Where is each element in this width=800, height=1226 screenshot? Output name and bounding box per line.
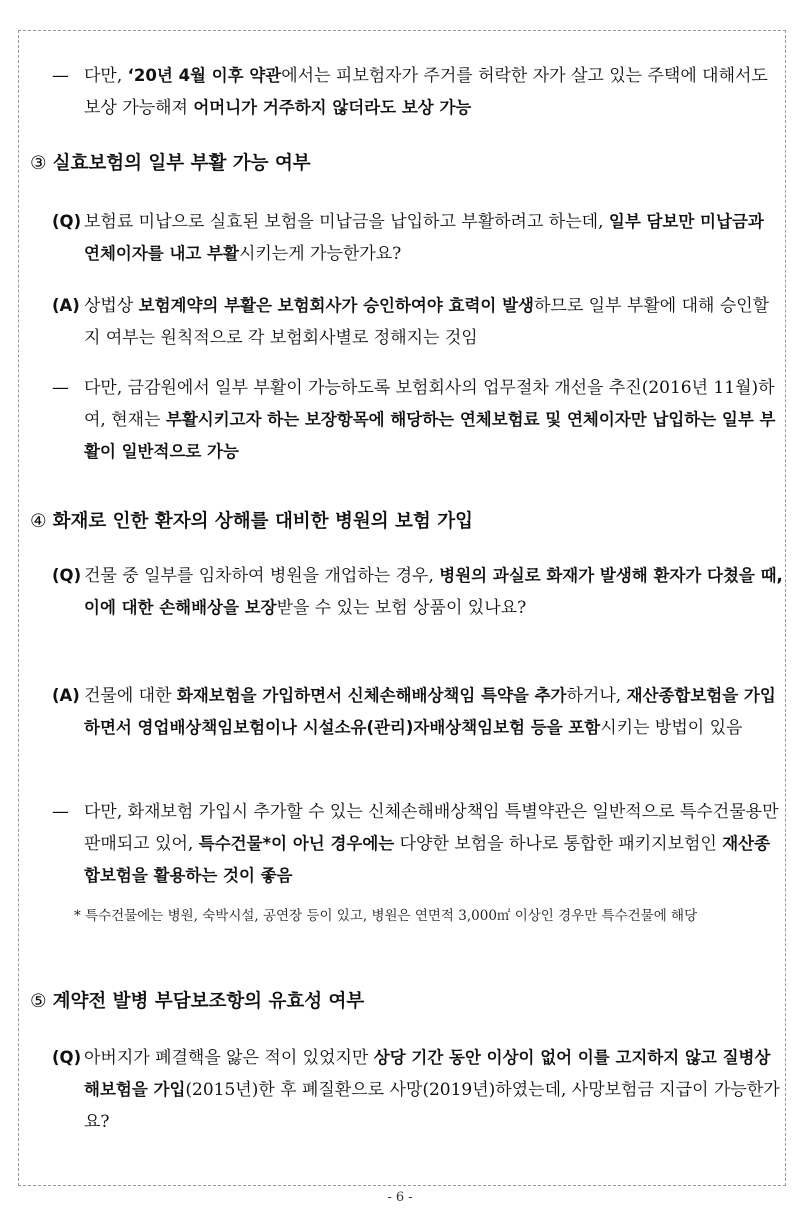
emphasis-text: ‘20년 4월 이후 약관 <box>127 66 282 85</box>
answer-label: (A) <box>52 296 80 315</box>
sec2-tail-text <box>84 60 784 124</box>
section-5-title: 계약전 발병 부담보조항의 유효성 여부 <box>52 991 365 1012</box>
sec4-question-text <box>84 560 784 624</box>
body-text: 다만, 금감원에서 일부 부활이 가능하도록 보험회사의 업무절차 개선을 추진(2016년 11월)하여, 현재는 <box>84 378 775 430</box>
emphasis-text: 특수건물*이 아닌 경우에는 <box>198 834 395 853</box>
sec3-answer <box>84 290 784 354</box>
sec4-note-text <box>84 796 784 892</box>
body-text: 다만, <box>84 66 128 86</box>
body-text: 받을 수 있는 보험 상품이 있나요? <box>276 598 527 618</box>
dash-bullet: — <box>52 802 69 822</box>
body-text: 하므로 일부 부활에 대해 승인할지 여부는 원칙적으로 각 보험회사별로 정해지는 것임 <box>84 296 770 348</box>
answer-label: (A) <box>52 686 80 705</box>
emphasis-text: 병원의 과실로 화재가 발생해 환자가 다쳤을 때, 이에 대한 손해배상을 보장 <box>84 566 783 617</box>
page-number: - 6 - <box>387 1190 413 1205</box>
question-label: (Q) <box>52 212 82 231</box>
section-3-number: ③ <box>30 153 47 174</box>
emphasis-text: 일부 담보만 미납금과 연체이자를 내고 부활 <box>84 212 764 263</box>
section-4-number: ④ <box>30 511 47 532</box>
emphasis-text: 어머니가 거주하지 않더라도 보상 가능 <box>193 98 472 117</box>
body-text: (2015년)한 후 폐질환으로 사망(2019년)하였는데, 사망보험금 지급이 가능한가요? <box>84 1080 780 1132</box>
section-3-title: 실효보험의 일부 부활 가능 여부 <box>52 153 311 174</box>
sec4-answer-text <box>84 680 784 744</box>
body-text: 다만, 화재보험 가입시 추가할 수 있는 신체손해배상책임 특별약관은 일반적으로 특수건물용만 판매되고 있어, <box>84 802 779 854</box>
body-text: 시키는 방법이 있음 <box>600 718 743 738</box>
emphasis-text: 보험계약의 부활은 보험회사가 승인하여야 효력이 발생 <box>138 296 534 315</box>
dash-bullet: — <box>52 378 69 398</box>
body-text: 다양한 보험을 하나로 통합한 패키지보험인 <box>394 834 723 854</box>
body-text: 시키는게 가능한가요? <box>238 244 402 264</box>
section-4-heading <box>30 508 473 536</box>
emphasis-text: 재산종합보험을 가입하면서 영업배상책임보험이나 시설소유(관리)자배상책임보험 등을 포함 <box>84 686 776 737</box>
sec3-note-text <box>84 372 784 468</box>
question-label: (Q) <box>52 566 82 585</box>
footnote: * 특수건물에는 병원, 숙박시설, 공연장 등이 있고, 병원은 연면적 3,000㎡ 이상인 경우만 특수건물에 해당 <box>74 908 698 924</box>
sec4-answer <box>84 680 784 744</box>
emphasis-text: 화재보험을 가입하면서 신체손해배상책임 특약을 추가 <box>176 686 567 705</box>
sec5-question-text <box>84 1042 784 1138</box>
sec2-tail-paragraph <box>84 60 784 124</box>
emphasis-text: 재산종합보험을 활용하는 것이 좋음 <box>84 834 771 885</box>
body-text: 건물 중 일부를 임차하여 병원을 개업하는 경우, <box>84 566 440 586</box>
body-text: 아버지가 폐결핵을 앓은 적이 있었지만 <box>84 1048 374 1068</box>
sec3-answer-text <box>84 290 784 354</box>
sec3-question <box>84 206 784 270</box>
emphasis-text: 부활시키고자 하는 보장항목에 해당하는 연체보험료 및 연체이자만 납입하는 일부 부활이 일반적으로 가능 <box>84 410 776 461</box>
sec4-note <box>84 796 784 892</box>
body-text: 건물에 대한 <box>84 686 177 706</box>
section-3-heading <box>30 150 311 178</box>
dash-bullet: — <box>52 66 69 86</box>
sec3-question-text <box>84 206 784 270</box>
sec3-note <box>84 372 784 468</box>
body-text: 상법상 <box>84 296 139 316</box>
question-label: (Q) <box>52 1048 82 1067</box>
section-4-title: 화재로 인한 환자의 상해를 대비한 병원의 보험 가입 <box>52 511 473 532</box>
body-text: 보험료 미납으로 실효된 보험을 미납금을 납입하고 부활하려고 하는데, <box>84 212 609 232</box>
section-5-number: ⑤ <box>30 991 47 1012</box>
body-text: 하거나, <box>566 686 627 706</box>
sec5-question <box>84 1042 784 1138</box>
body-text: 에서는 피보험자가 주거를 허락한 자가 살고 있는 주택에 대해서도 보상 가능해져 <box>84 66 768 118</box>
section-5-heading <box>30 988 364 1016</box>
emphasis-text: 상당 기간 동안 이상이 없어 이를 고지하지 않고 질병상해보험을 가입 <box>84 1048 771 1099</box>
sec4-question <box>84 560 784 624</box>
